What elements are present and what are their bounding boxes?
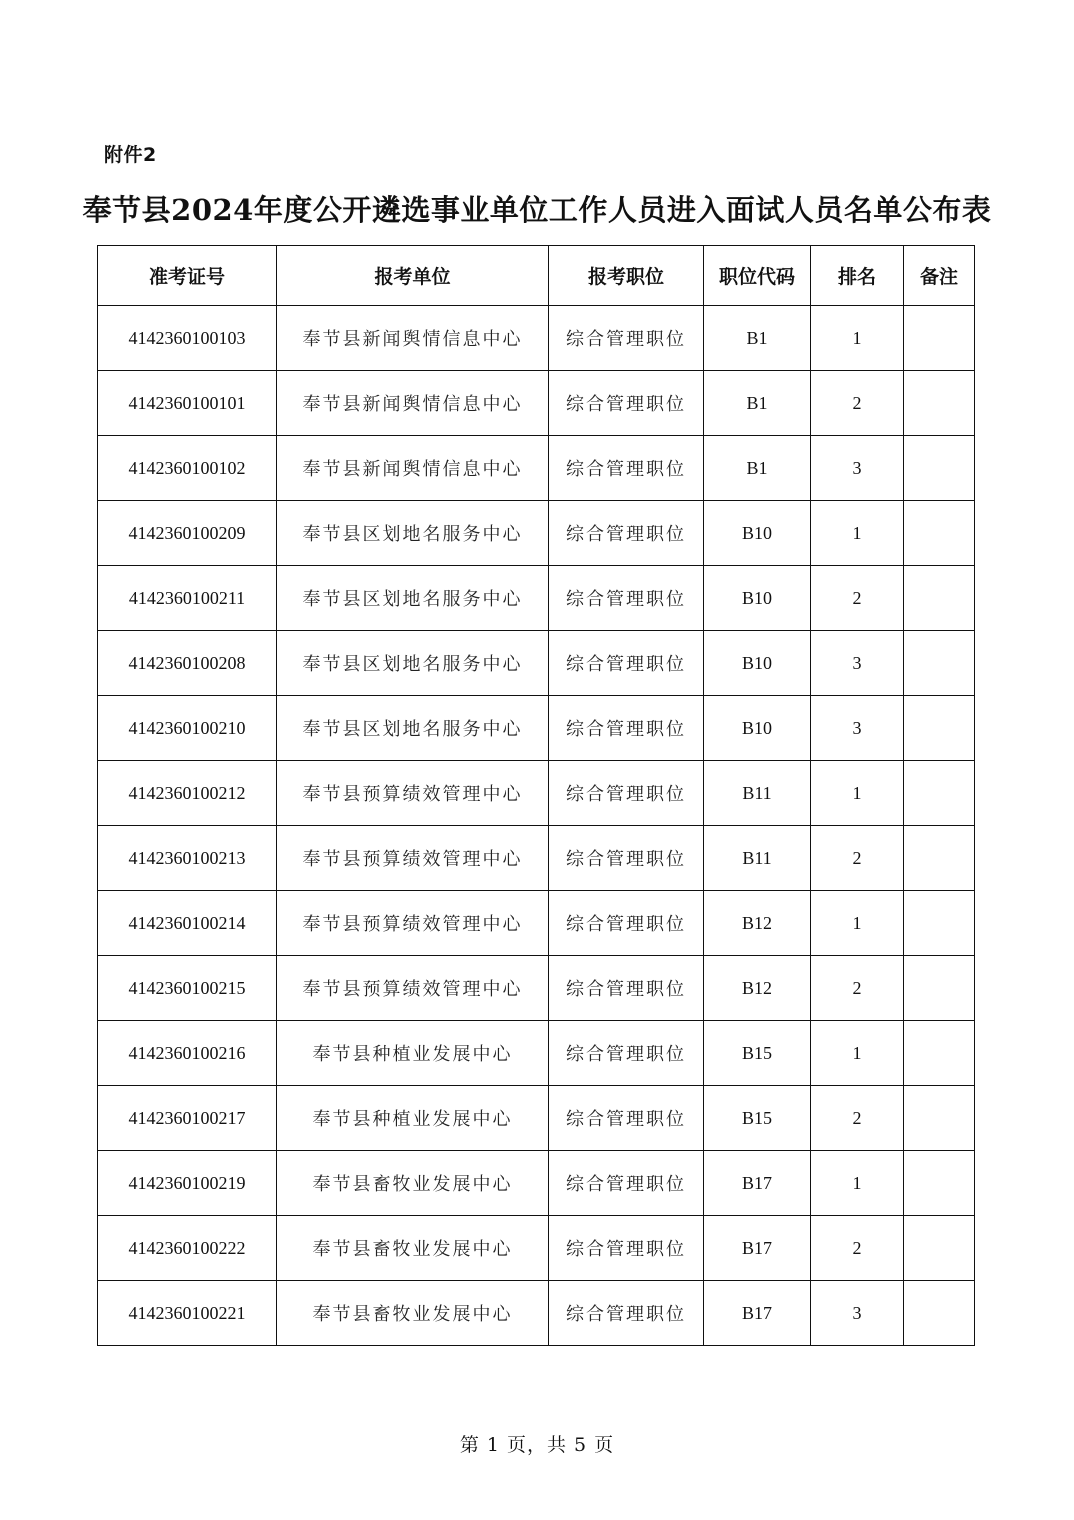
cell-exam-id: 4142360100222 <box>98 1216 277 1281</box>
cell-position-code: B10 <box>704 501 811 566</box>
cell-position: 综合管理职位 <box>549 761 704 826</box>
cell-note <box>904 501 975 566</box>
header-position-code: 职位代码 <box>704 246 811 306</box>
attachment-label: 附件2 <box>104 144 157 166</box>
table-row <box>98 371 975 436</box>
cell-position-code: B12 <box>704 891 811 956</box>
header-note: 备注 <box>904 246 975 306</box>
cell-exam-id: 4142360100210 <box>98 696 277 761</box>
table-row <box>98 1216 975 1281</box>
table-body <box>98 306 975 1346</box>
cell-rank: 2 <box>811 956 904 1021</box>
table-row <box>98 696 975 761</box>
cell-position-code: B17 <box>704 1151 811 1216</box>
cell-note <box>904 891 975 956</box>
cell-position: 综合管理职位 <box>549 566 704 631</box>
table-row <box>98 1281 975 1346</box>
cell-rank: 3 <box>811 436 904 501</box>
table-row <box>98 1021 975 1086</box>
cell-position-code: B15 <box>704 1086 811 1151</box>
cell-note <box>904 1151 975 1216</box>
cell-exam-id: 4142360100101 <box>98 371 277 436</box>
cell-rank: 1 <box>811 891 904 956</box>
cell-rank: 3 <box>811 696 904 761</box>
cell-unit: 奉节县畜牧业发展中心 <box>277 1281 549 1346</box>
header-row <box>98 246 975 306</box>
cell-position-code: B11 <box>704 826 811 891</box>
cell-unit: 奉节县畜牧业发展中心 <box>277 1151 549 1216</box>
cell-position: 综合管理职位 <box>549 826 704 891</box>
cell-rank: 1 <box>811 761 904 826</box>
cell-exam-id: 4142360100209 <box>98 501 277 566</box>
header-position: 报考职位 <box>549 246 704 306</box>
header-exam-id: 准考证号 <box>98 246 277 306</box>
cell-position-code: B10 <box>704 696 811 761</box>
cell-position-code: B10 <box>704 631 811 696</box>
table-row <box>98 566 975 631</box>
cell-exam-id: 4142360100102 <box>98 436 277 501</box>
header-unit: 报考单位 <box>277 246 549 306</box>
table-row <box>98 306 975 371</box>
cell-rank: 1 <box>811 306 904 371</box>
cell-exam-id: 4142360100215 <box>98 956 277 1021</box>
cell-unit: 奉节县种植业发展中心 <box>277 1086 549 1151</box>
cell-exam-id: 4142360100208 <box>98 631 277 696</box>
cell-position: 综合管理职位 <box>549 371 704 436</box>
cell-exam-id: 4142360100216 <box>98 1021 277 1086</box>
table-row <box>98 891 975 956</box>
cell-position: 综合管理职位 <box>549 1216 704 1281</box>
cell-note <box>904 761 975 826</box>
interview-roster-table <box>97 245 975 1346</box>
cell-exam-id: 4142360100213 <box>98 826 277 891</box>
table-row <box>98 956 975 1021</box>
page-title: 奉节县2024年度公开遴选事业单位工作人员进入面试人员名单公布表 <box>82 193 992 227</box>
cell-rank: 1 <box>811 1151 904 1216</box>
cell-position-code: B1 <box>704 371 811 436</box>
table-row <box>98 501 975 566</box>
cell-position: 综合管理职位 <box>549 956 704 1021</box>
cell-position: 综合管理职位 <box>549 1281 704 1346</box>
cell-position: 综合管理职位 <box>549 696 704 761</box>
cell-position: 综合管理职位 <box>549 501 704 566</box>
table-row <box>98 826 975 891</box>
table-row <box>98 761 975 826</box>
cell-position-code: B11 <box>704 761 811 826</box>
cell-position: 综合管理职位 <box>549 891 704 956</box>
cell-unit: 奉节县区划地名服务中心 <box>277 631 549 696</box>
cell-position-code: B17 <box>704 1216 811 1281</box>
cell-unit: 奉节县区划地名服务中心 <box>277 501 549 566</box>
cell-unit: 奉节县区划地名服务中心 <box>277 566 549 631</box>
cell-exam-id: 4142360100219 <box>98 1151 277 1216</box>
table-row <box>98 1151 975 1216</box>
cell-rank: 2 <box>811 566 904 631</box>
cell-unit: 奉节县预算绩效管理中心 <box>277 891 549 956</box>
cell-unit: 奉节县预算绩效管理中心 <box>277 956 549 1021</box>
cell-note <box>904 631 975 696</box>
cell-position-code: B10 <box>704 566 811 631</box>
cell-exam-id: 4142360100221 <box>98 1281 277 1346</box>
cell-note <box>904 1086 975 1151</box>
cell-position: 综合管理职位 <box>549 306 704 371</box>
cell-position: 综合管理职位 <box>549 1086 704 1151</box>
cell-unit: 奉节县新闻舆情信息中心 <box>277 436 549 501</box>
cell-rank: 2 <box>811 371 904 436</box>
cell-note <box>904 1021 975 1086</box>
table-row <box>98 631 975 696</box>
cell-position-code: B1 <box>704 436 811 501</box>
cell-position-code: B15 <box>704 1021 811 1086</box>
cell-position-code: B12 <box>704 956 811 1021</box>
cell-position-code: B1 <box>704 306 811 371</box>
cell-position: 综合管理职位 <box>549 631 704 696</box>
cell-note <box>904 306 975 371</box>
cell-note <box>904 956 975 1021</box>
cell-exam-id: 4142360100214 <box>98 891 277 956</box>
cell-position: 综合管理职位 <box>549 1021 704 1086</box>
cell-exam-id: 4142360100211 <box>98 566 277 631</box>
cell-unit: 奉节县新闻舆情信息中心 <box>277 371 549 436</box>
cell-note <box>904 1281 975 1346</box>
cell-unit: 奉节县新闻舆情信息中心 <box>277 306 549 371</box>
header-rank: 排名 <box>811 246 904 306</box>
cell-note <box>904 696 975 761</box>
table-row <box>98 436 975 501</box>
cell-rank: 2 <box>811 826 904 891</box>
page-footer: 第 1 页，共 5 页 <box>459 1434 615 1456</box>
cell-exam-id: 4142360100103 <box>98 306 277 371</box>
cell-note <box>904 371 975 436</box>
table-row <box>98 1086 975 1151</box>
cell-unit: 奉节县预算绩效管理中心 <box>277 761 549 826</box>
cell-rank: 3 <box>811 1281 904 1346</box>
cell-rank: 1 <box>811 501 904 566</box>
cell-note <box>904 826 975 891</box>
cell-unit: 奉节县预算绩效管理中心 <box>277 826 549 891</box>
cell-unit: 奉节县种植业发展中心 <box>277 1021 549 1086</box>
cell-exam-id: 4142360100217 <box>98 1086 277 1151</box>
cell-position: 综合管理职位 <box>549 436 704 501</box>
cell-unit: 奉节县区划地名服务中心 <box>277 696 549 761</box>
cell-rank: 3 <box>811 631 904 696</box>
cell-rank: 2 <box>811 1216 904 1281</box>
table-header <box>98 246 975 306</box>
cell-note <box>904 436 975 501</box>
cell-rank: 2 <box>811 1086 904 1151</box>
cell-note <box>904 1216 975 1281</box>
cell-position: 综合管理职位 <box>549 1151 704 1216</box>
cell-unit: 奉节县畜牧业发展中心 <box>277 1216 549 1281</box>
cell-exam-id: 4142360100212 <box>98 761 277 826</box>
cell-rank: 1 <box>811 1021 904 1086</box>
cell-position-code: B17 <box>704 1281 811 1346</box>
cell-note <box>904 566 975 631</box>
